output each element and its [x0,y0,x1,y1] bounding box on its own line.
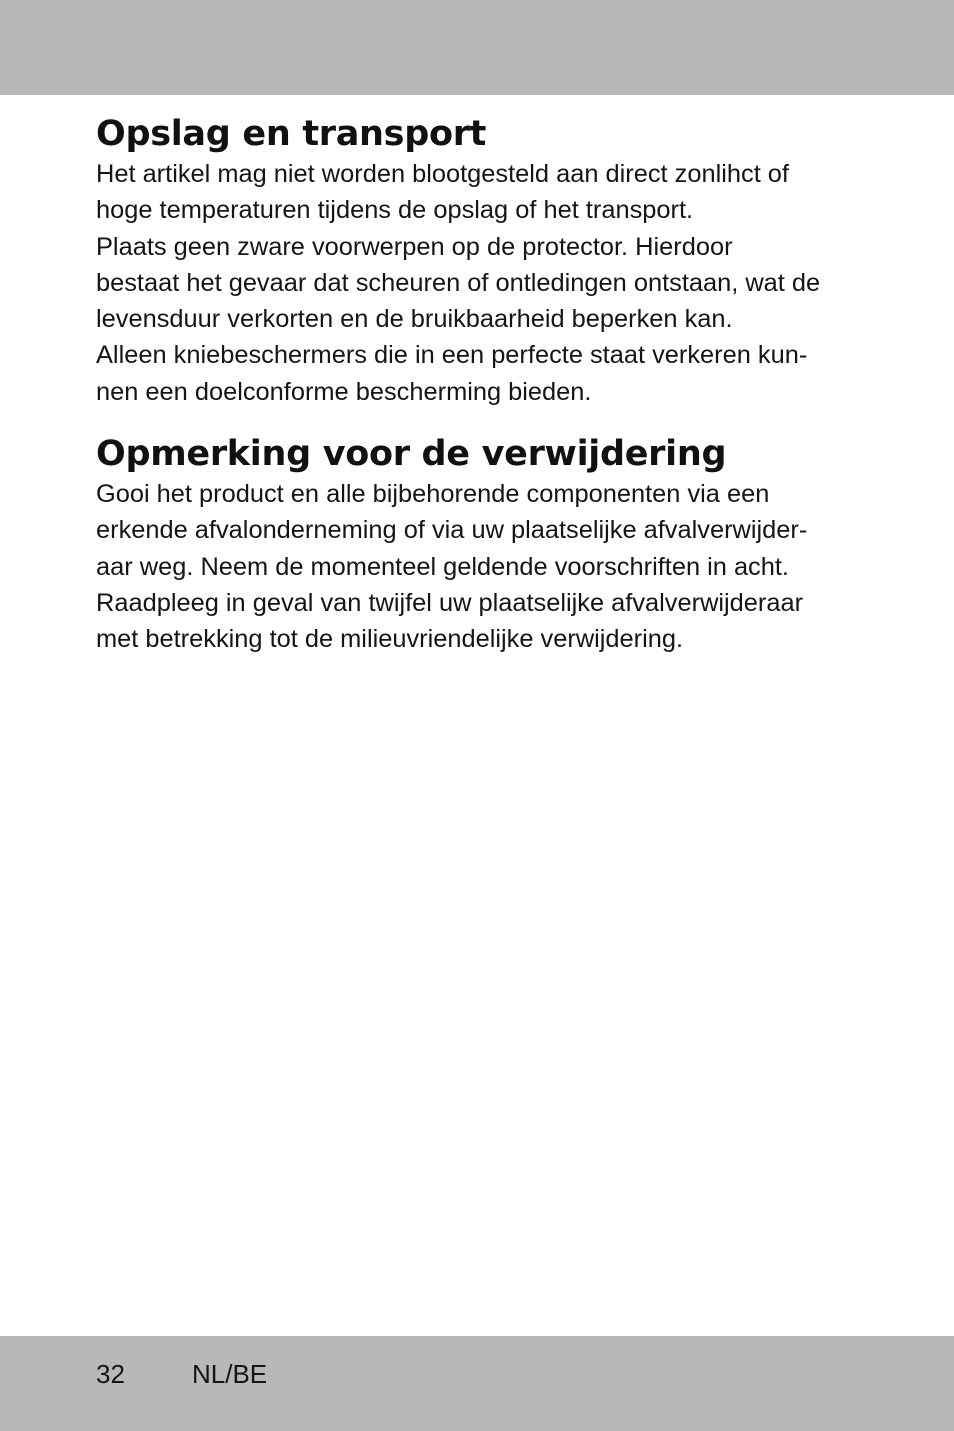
storage-paragraph [96,156,886,410]
text-line: Gooi het product en alle bijbehorende componenten via een [96,480,770,509]
disposal-paragraph [96,476,886,657]
language-code: NL/BE [192,1359,268,1389]
text-line: met betrekking tot de milieuvriendelijke verwijdering. [96,625,684,654]
text-line: hoge temperaturen tijdens de opslag of het transport. [96,196,694,225]
disposal-section [96,432,886,657]
footer-band [0,1336,954,1431]
storage-section [96,112,886,410]
text-line: Plaats geen zware voorwerpen op de protector. Hierdoor [96,232,733,261]
text-line: levensduur verkorten en de bruikbaarheid beperken kan. [96,305,733,334]
disposal-heading: Opmerking voor de verwijdering [96,434,727,475]
text-line: nen een doelconforme bescherming bieden. [96,377,592,406]
page-number: 32 [96,1359,125,1389]
page-content [96,112,886,658]
text-line: erkende afvalonderneming of via uw plaatselijke afvalverwijder- [96,516,808,545]
header-band [0,0,954,95]
text-line: aar weg. Neem de momenteel geldende voorschriften in acht. [96,552,789,581]
text-line: bestaat het gevaar dat scheuren of ontledingen ontstaan, wat de [96,268,821,297]
storage-heading: Opslag en transport [96,114,487,154]
text-line: Alleen kniebeschermers die in een perfecte staat verkeren kun- [96,341,808,370]
text-line: Raadpleeg in geval van twijfel uw plaatselijke afvalverwijderaar [96,588,804,617]
section-spacer [96,410,886,432]
text-line: Het artikel mag niet worden blootgesteld aan direct zonlihct of [96,160,789,188]
